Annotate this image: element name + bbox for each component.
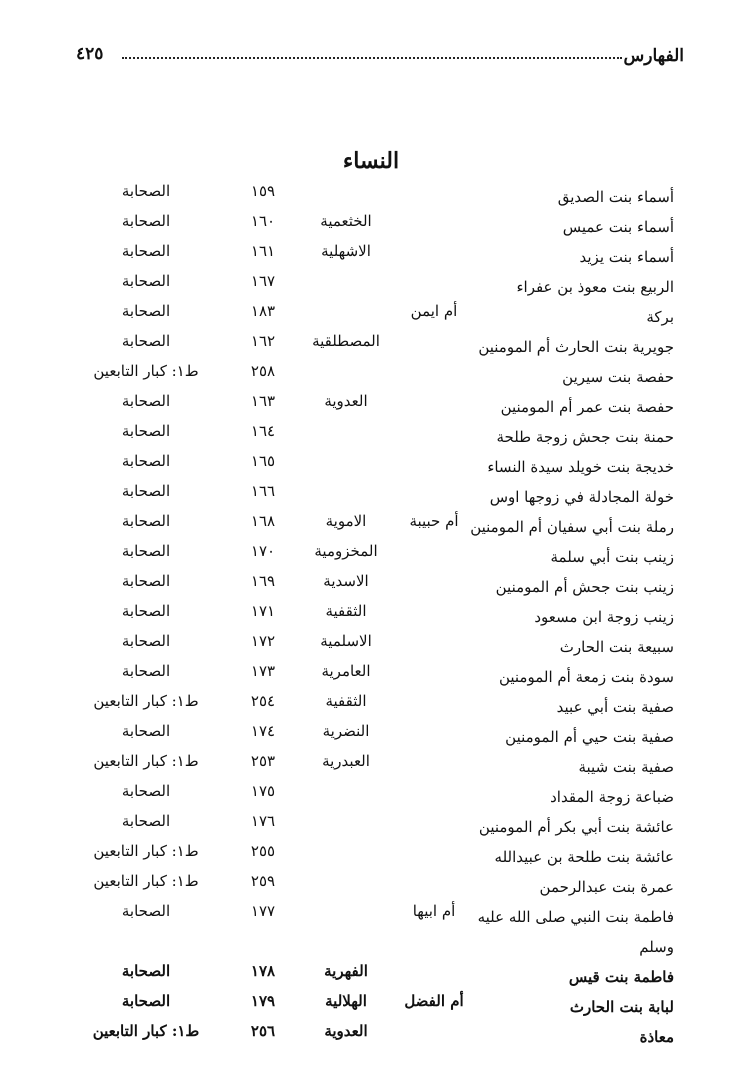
entry-tabaqa: الصحابة xyxy=(121,812,171,830)
running-header xyxy=(76,42,684,72)
entry-nisba: المخزومية xyxy=(314,542,378,560)
entry-nisba: الفهرية xyxy=(324,962,368,980)
entry-tabaqa: الصحابة xyxy=(121,722,171,740)
entry-tabaqa: الصحابة xyxy=(121,392,171,410)
index-row xyxy=(0,810,742,840)
entry-number: ١٧٣ xyxy=(250,662,276,680)
entry-tabaqa: الصحابة xyxy=(121,212,171,230)
entry-tabaqa: الصحابة xyxy=(121,422,171,440)
entry-name: عائشة بنت أبي بكر أم المومنين xyxy=(478,818,674,836)
entry-nisba: العدوية xyxy=(324,1022,368,1040)
section-title: النساء xyxy=(342,148,400,174)
entry-number: ١٧٩ xyxy=(250,992,276,1010)
index-row xyxy=(0,1020,742,1050)
index-row xyxy=(0,330,742,360)
entry-name: زينب بنت أبي سلمة xyxy=(550,548,674,566)
index-row xyxy=(0,540,742,570)
entry-name: أسماء بنت الصديق xyxy=(557,188,674,206)
index-row xyxy=(0,660,742,690)
entry-nisba: العدوية xyxy=(324,392,368,410)
entry-tabaqa: ط١: كبار التابعين xyxy=(93,692,199,710)
entry-tabaqa: الصحابة xyxy=(121,602,171,620)
entry-number: ٢٥٦ xyxy=(250,1022,276,1040)
entry-nisba: العبدرية xyxy=(322,752,370,770)
index-row xyxy=(0,840,742,870)
entry-nisba: الاموية xyxy=(325,512,367,530)
entry-name: فاطمة بنت قيس xyxy=(568,968,674,986)
entry-number: ١٧٨ xyxy=(250,962,276,980)
index-row xyxy=(0,240,742,270)
entry-number: ١٧١ xyxy=(250,602,276,620)
entry-tabaqa: الصحابة xyxy=(121,632,171,650)
entry-nisba: العامرية xyxy=(321,662,371,680)
entry-name: سبيعة بنت الحارث xyxy=(559,638,674,656)
entry-tabaqa: الصحابة xyxy=(121,962,171,980)
entry-name: عمرة بنت عبدالرحمن xyxy=(539,878,674,896)
index-row xyxy=(0,900,742,930)
entry-tabaqa: ط١: كبار التابعين xyxy=(92,1022,200,1040)
entry-number: ١٦٩ xyxy=(250,572,276,590)
entry-name: رملة بنت أبي سفيان أم المومنين xyxy=(470,518,674,536)
entry-nisba: الاسدية xyxy=(323,572,369,590)
entry-number: ١٦٢ xyxy=(250,332,276,350)
entry-number: ٢٥٤ xyxy=(250,692,276,710)
entry-tabaqa: الصحابة xyxy=(121,182,171,200)
entry-number: ١٧٦ xyxy=(250,812,276,830)
entry-tabaqa: الصحابة xyxy=(121,662,171,680)
index-row xyxy=(0,480,742,510)
entry-nisba: الخثعمية xyxy=(320,212,372,230)
entry-tabaqa: الصحابة xyxy=(121,332,171,350)
entry-name: خولة المجادلة في زوجها اوس xyxy=(489,488,674,506)
entry-name: صفية بنت شيبة xyxy=(578,758,674,776)
index-row xyxy=(0,390,742,420)
entry-number: ١٦٤ xyxy=(250,422,276,440)
entry-tabaqa: الصحابة xyxy=(121,572,171,590)
entry-number: ١٧٧ xyxy=(250,902,276,920)
entry-nisba: الاشهلية xyxy=(321,242,371,260)
entry-tabaqa: ط١: كبار التابعين xyxy=(93,872,199,890)
entry-number: ١٧٥ xyxy=(250,782,276,800)
index-row xyxy=(0,300,742,330)
entry-name: ضباعة زوجة المقداد xyxy=(550,788,674,806)
entry-name: خديجة بنت خويلد سيدة النساء xyxy=(487,458,674,476)
entry-tabaqa: الصحابة xyxy=(121,902,171,920)
entry-number: ١٦٥ xyxy=(250,452,276,470)
index-row xyxy=(0,630,742,660)
page-number: ٤٢٥ xyxy=(76,44,104,64)
index-entries xyxy=(0,180,742,1050)
index-row xyxy=(0,270,742,300)
index-row xyxy=(0,960,742,990)
entry-nisba: الاسلمية xyxy=(320,632,372,650)
entry-number: ١٦٣ xyxy=(250,392,276,410)
entry-number: ١٧٤ xyxy=(250,722,276,740)
index-row xyxy=(0,420,742,450)
entry-name: زينب زوجة ابن مسعود xyxy=(534,608,674,626)
entry-tabaqa: الصحابة xyxy=(121,272,171,290)
index-row xyxy=(0,360,742,390)
entry-nisba: المصطلقية xyxy=(312,332,380,350)
entry-number: ١٦٦ xyxy=(250,482,276,500)
entry-tabaqa: الصحابة xyxy=(121,992,171,1010)
entry-name: أسماء بنت يزيد xyxy=(579,248,674,266)
entry-kunya: أم حبيبة xyxy=(409,512,459,530)
entry-name: الربيع بنت معوذ بن عفراء xyxy=(516,278,674,296)
entry-number: ١٦١ xyxy=(250,242,276,260)
entry-name: أسماء بنت عميس xyxy=(562,218,674,236)
entry-nisba: النضرية xyxy=(322,722,370,740)
entry-name: فاطمة بنت النبي صلى الله عليه xyxy=(477,908,674,926)
entry-number: ١٧٠ xyxy=(250,542,276,560)
entry-number: ٢٥٥ xyxy=(250,842,276,860)
entry-name: معاذة xyxy=(639,1028,674,1046)
entry-name: حفصة بنت سيرين xyxy=(562,368,674,386)
entry-name-continuation: وسلم xyxy=(639,938,674,956)
index-row xyxy=(0,690,742,720)
entry-tabaqa: الصحابة xyxy=(121,542,171,560)
entry-name: عائشة بنت طلحة بن عبيدالله xyxy=(494,848,674,866)
header-leader-dots xyxy=(122,57,622,59)
entry-name: جويرية بنت الحارث أم المومنين xyxy=(478,338,674,356)
header-title: الفهارس xyxy=(623,46,684,66)
entry-name: زينب بنت جحش أم المومنين xyxy=(495,578,674,596)
index-row xyxy=(0,180,742,210)
index-row xyxy=(0,510,742,540)
index-row xyxy=(0,570,742,600)
entry-tabaqa: الصحابة xyxy=(121,302,171,320)
entry-nisba: الثقفية xyxy=(325,692,367,710)
entry-number: ٢٥٣ xyxy=(250,752,276,770)
index-row xyxy=(0,930,742,960)
entry-tabaqa: ط١: كبار التابعين xyxy=(93,842,199,860)
entry-name: صفية بنت حيي أم المومنين xyxy=(505,728,674,746)
entry-number: ١٥٩ xyxy=(250,182,276,200)
index-row xyxy=(0,720,742,750)
entry-kunya: أم الفضل xyxy=(404,992,464,1010)
entry-kunya: أم ايمن xyxy=(410,302,458,320)
entry-number: ١٦٧ xyxy=(250,272,276,290)
entry-name: بركة xyxy=(646,308,674,326)
entry-name: لبابة بنت الحارث xyxy=(569,998,674,1016)
entry-name: صفية بنت أبي عبيد xyxy=(556,698,674,716)
entry-tabaqa: الصحابة xyxy=(121,452,171,470)
index-row xyxy=(0,450,742,480)
entry-tabaqa: الصحابة xyxy=(121,782,171,800)
entry-name: حفصة بنت عمر أم المومنين xyxy=(500,398,674,416)
entry-tabaqa: ط١: كبار التابعين xyxy=(93,752,199,770)
entry-number: ١٨٣ xyxy=(250,302,276,320)
entry-tabaqa: الصحابة xyxy=(121,512,171,530)
entry-nisba: الهلالية xyxy=(325,992,367,1010)
entry-number: ٢٥٩ xyxy=(250,872,276,890)
index-row xyxy=(0,870,742,900)
index-row xyxy=(0,990,742,1020)
entry-name: سودة بنت زمعة أم المومنين xyxy=(498,668,674,686)
entry-number: ١٦٠ xyxy=(250,212,276,230)
entry-name: حمنة بنت جحش زوجة طلحة xyxy=(496,428,674,446)
entry-nisba: الثقفية xyxy=(325,602,367,620)
entry-tabaqa: الصحابة xyxy=(121,242,171,260)
entry-tabaqa: الصحابة xyxy=(121,482,171,500)
index-row xyxy=(0,210,742,240)
entry-number: ١٧٢ xyxy=(250,632,276,650)
index-row xyxy=(0,780,742,810)
entry-tabaqa: ط١: كبار التابعين xyxy=(93,362,199,380)
entry-kunya: أم ابيها xyxy=(412,902,456,920)
index-row xyxy=(0,600,742,630)
index-row xyxy=(0,750,742,780)
entry-number: ١٦٨ xyxy=(250,512,276,530)
entry-number: ٢٥٨ xyxy=(250,362,276,380)
